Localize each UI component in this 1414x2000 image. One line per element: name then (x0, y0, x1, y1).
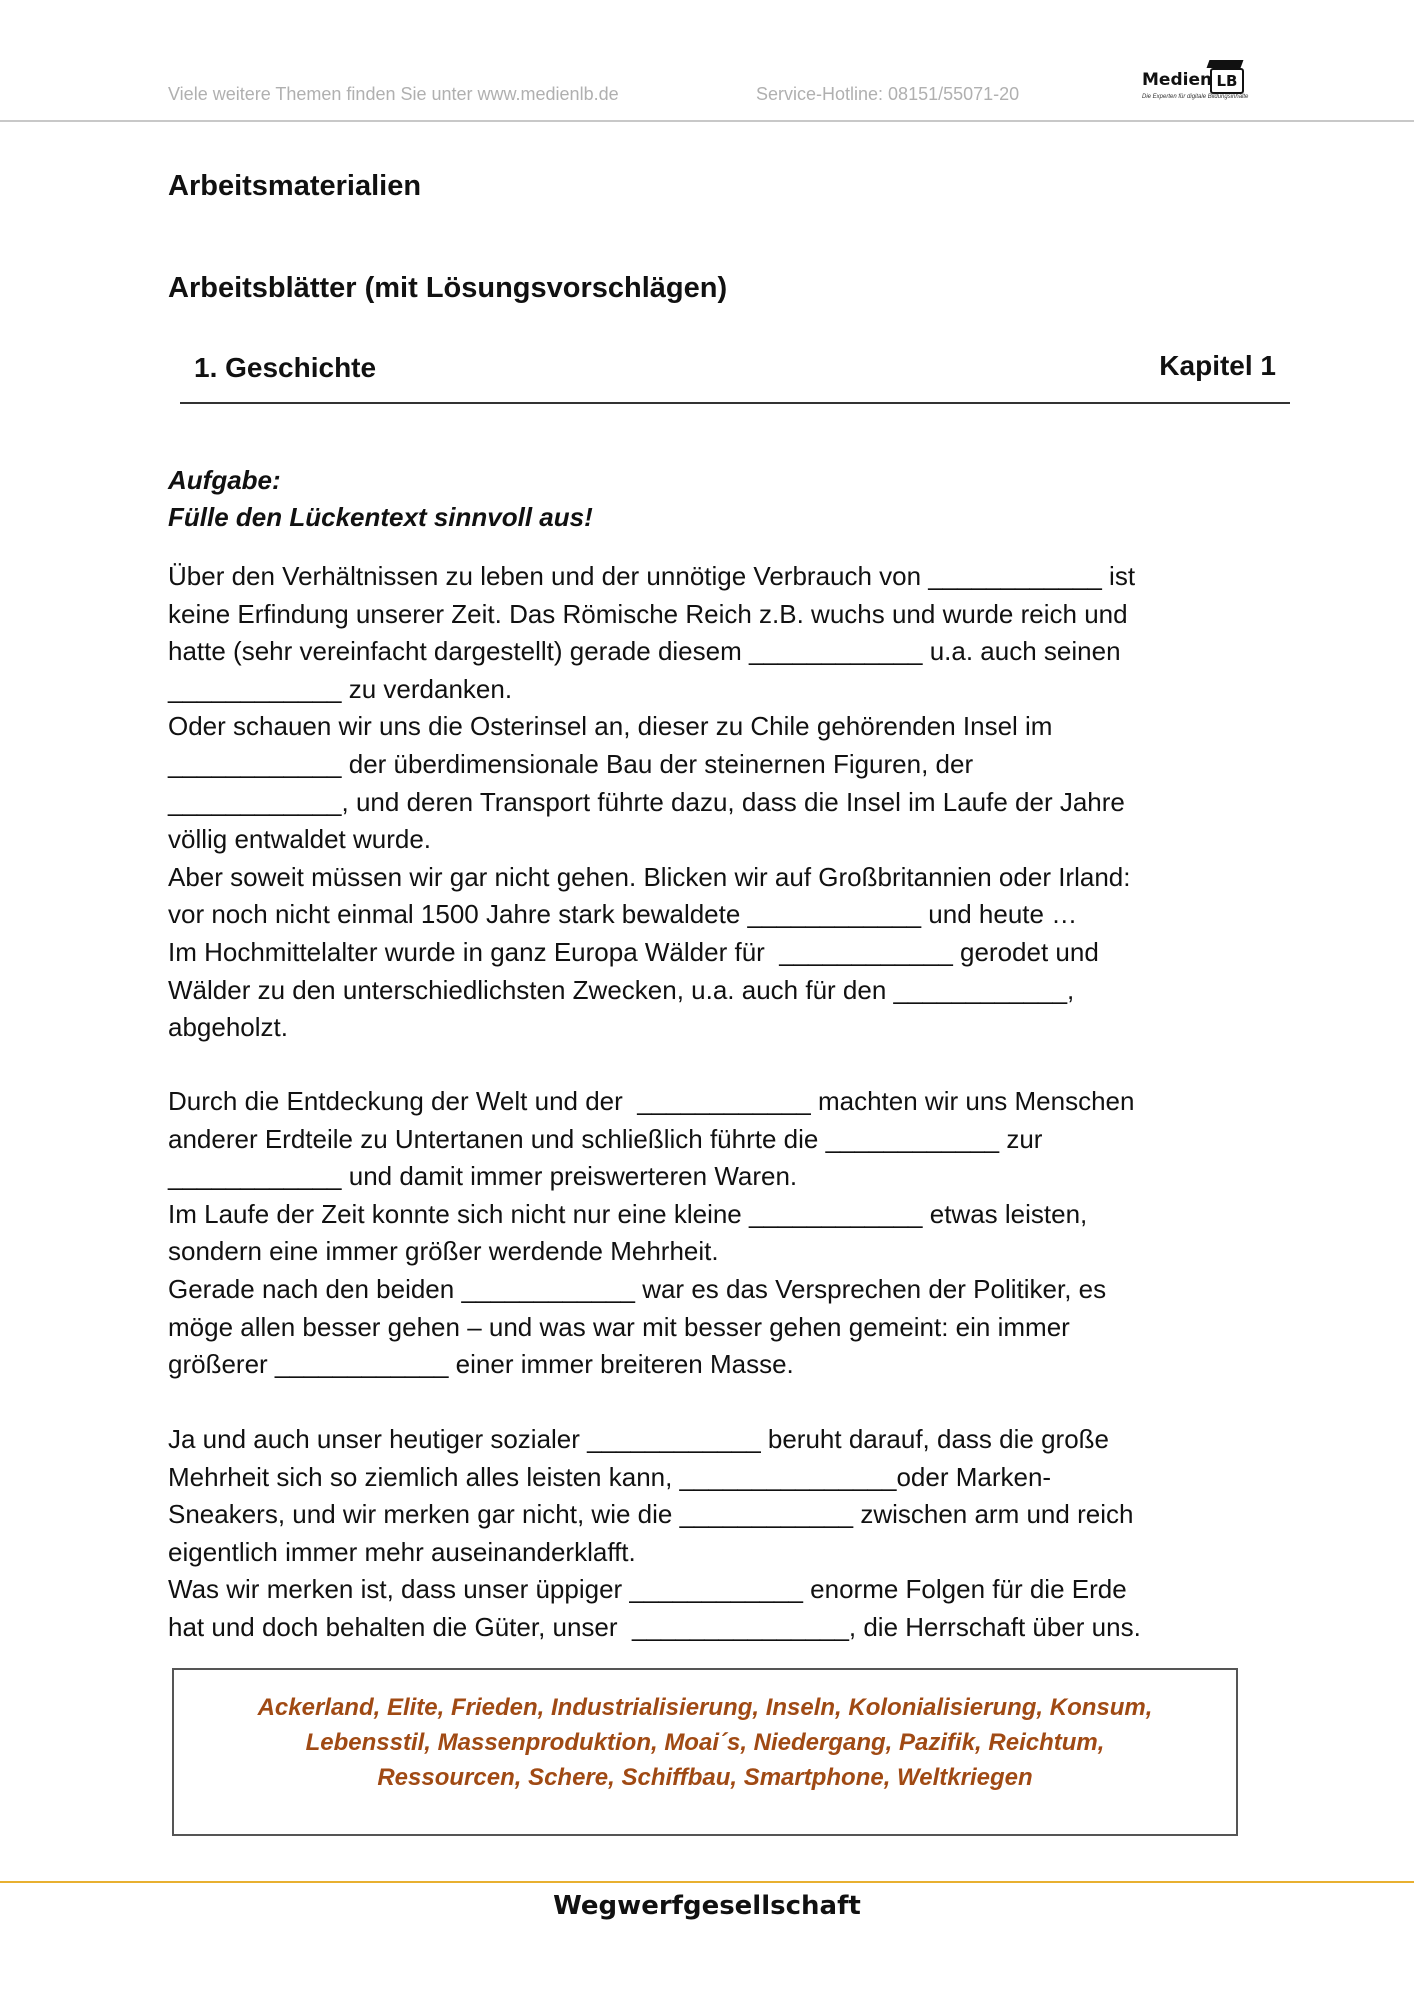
section-divider (180, 402, 1290, 404)
text-line: ____________ der überdimensionale Bau der steinernen Figuren, der (168, 748, 974, 779)
text-line: sondern eine immer größer werdende Mehrheit. (168, 1236, 719, 1267)
page-title: Arbeitsmaterialien (168, 170, 422, 202)
text-line: ____________ und damit immer preiswerteren Waren. (168, 1161, 798, 1192)
word-bank-line: Ackerland, Elite, Frieden, Industrialisierung, Inseln, Kolonialisierung, Konsum, (257, 1694, 1153, 1721)
text-line: Sneakers, und wir merken gar nicht, wie die ____________ zwischen arm und reich (168, 1499, 1134, 1530)
footer-title: Wegwerfgesellschaft (553, 1891, 861, 1921)
header-hotline-text: Service-Hotline: 08151/55071-20 (756, 84, 1020, 104)
section-chapter: Kapitel 1 (1159, 350, 1276, 381)
text-line: hat und doch behalten die Güter, unser _______________, die Herrschaft über uns. (168, 1611, 1141, 1642)
logo-wordmark: Medien (1142, 70, 1213, 90)
text-line: vor noch nicht einmal 1500 Jahre stark bewaldete ____________ und heute … (168, 899, 1078, 930)
medienlb-logo (1138, 60, 1248, 106)
word-bank-line: Lebensstil, Massenproduktion, Moai´s, Niedergang, Pazifik, Reichtum, (305, 1729, 1105, 1756)
graduation-cap-icon (1207, 60, 1244, 68)
text-line: anderer Erdteile zu Untertanen und schließlich führte die ____________ zur (168, 1123, 1043, 1154)
text-line: Im Laufe der Zeit konnte sich nicht nur eine kleine ____________ etwas leisten, (168, 1198, 1088, 1229)
cloze-paragraph-3 (168, 1421, 1258, 1647)
text-line: Ja und auch unser heutiger sozialer ____________ beruht darauf, dass die große (168, 1424, 1109, 1454)
text-line: Mehrheit sich so ziemlich alles leisten kann, _______________oder Marken- (168, 1461, 1052, 1492)
text-line: möge allen besser gehen – und was war mit besser gehen gemeint: ein immer (168, 1311, 1070, 1342)
footer-divider (0, 1881, 1414, 1883)
text-line: Gerade nach den beiden ____________ war es das Versprechen der Politiker, es (168, 1273, 1107, 1304)
task-block (168, 462, 593, 536)
page-header (0, 0, 1414, 122)
text-line: keine Erfindung unserer Zeit. Das Römische Reich z.B. wuchs und wurde reich und (168, 598, 1128, 629)
header-website-text: Viele weitere Themen finden Sie unter www.medienlb.de (168, 84, 619, 104)
word-bank-box (172, 1668, 1238, 1836)
text-line: Über den Verhältnissen zu leben und der unnötige Verbrauch von ____________ ist (168, 561, 1136, 591)
text-line: ____________, und deren Transport führte dazu, dass die Insel im Laufe der Jahre (168, 786, 1125, 817)
task-instruction: Fülle den Lückentext sinnvoll aus! (168, 502, 593, 532)
cloze-paragraph-1 (168, 558, 1258, 1047)
text-line: Oder schauen wir uns die Osterinsel an, dieser zu Chile gehörenden Insel im (168, 711, 1053, 742)
text-line: eigentlich immer mehr auseinanderklafft. (168, 1536, 636, 1567)
task-label: Aufgabe: (168, 465, 281, 495)
text-line: größerer ____________ einer immer breiteren Masse. (168, 1349, 794, 1380)
text-line: Im Hochmittelalter wurde in ganz Europa Wälder für ____________ gerodet und (168, 936, 1099, 967)
logo-badge: LB (1210, 68, 1244, 94)
text-line: Aber soweit müssen wir gar nicht gehen. Blicken wir auf Großbritannien oder Irland: (168, 861, 1131, 892)
text-line: Durch die Entdeckung der Welt und der ____________ machten wir uns Menschen (168, 1086, 1135, 1116)
section-title: 1. Geschichte (194, 352, 377, 383)
text-line: hatte (sehr vereinfacht dargestellt) gerade diesem ____________ u.a. auch seinen (168, 636, 1121, 667)
text-line: Wälder zu den unterschiedlichsten Zwecken, u.a. auch für den ____________, (168, 974, 1075, 1005)
word-bank-line: Ressourcen, Schere, Schiffbau, Smartphone, Weltkriegen (377, 1764, 1033, 1791)
page-subtitle: Arbeitsblätter (mit Lösungsvorschlägen) (168, 272, 728, 304)
cloze-paragraph-2 (168, 1083, 1258, 1384)
text-line: völlig entwaldet wurde. (168, 824, 432, 855)
text-line: ____________ zu verdanken. (168, 673, 513, 704)
logo-tagline: Die Experten für digitale Bildungsinhalte (1142, 94, 1249, 100)
text-line: abgeholzt. (168, 1012, 288, 1043)
text-line: Was wir merken ist, dass unser üppiger ____________ enorme Folgen für die Erde (168, 1574, 1127, 1605)
